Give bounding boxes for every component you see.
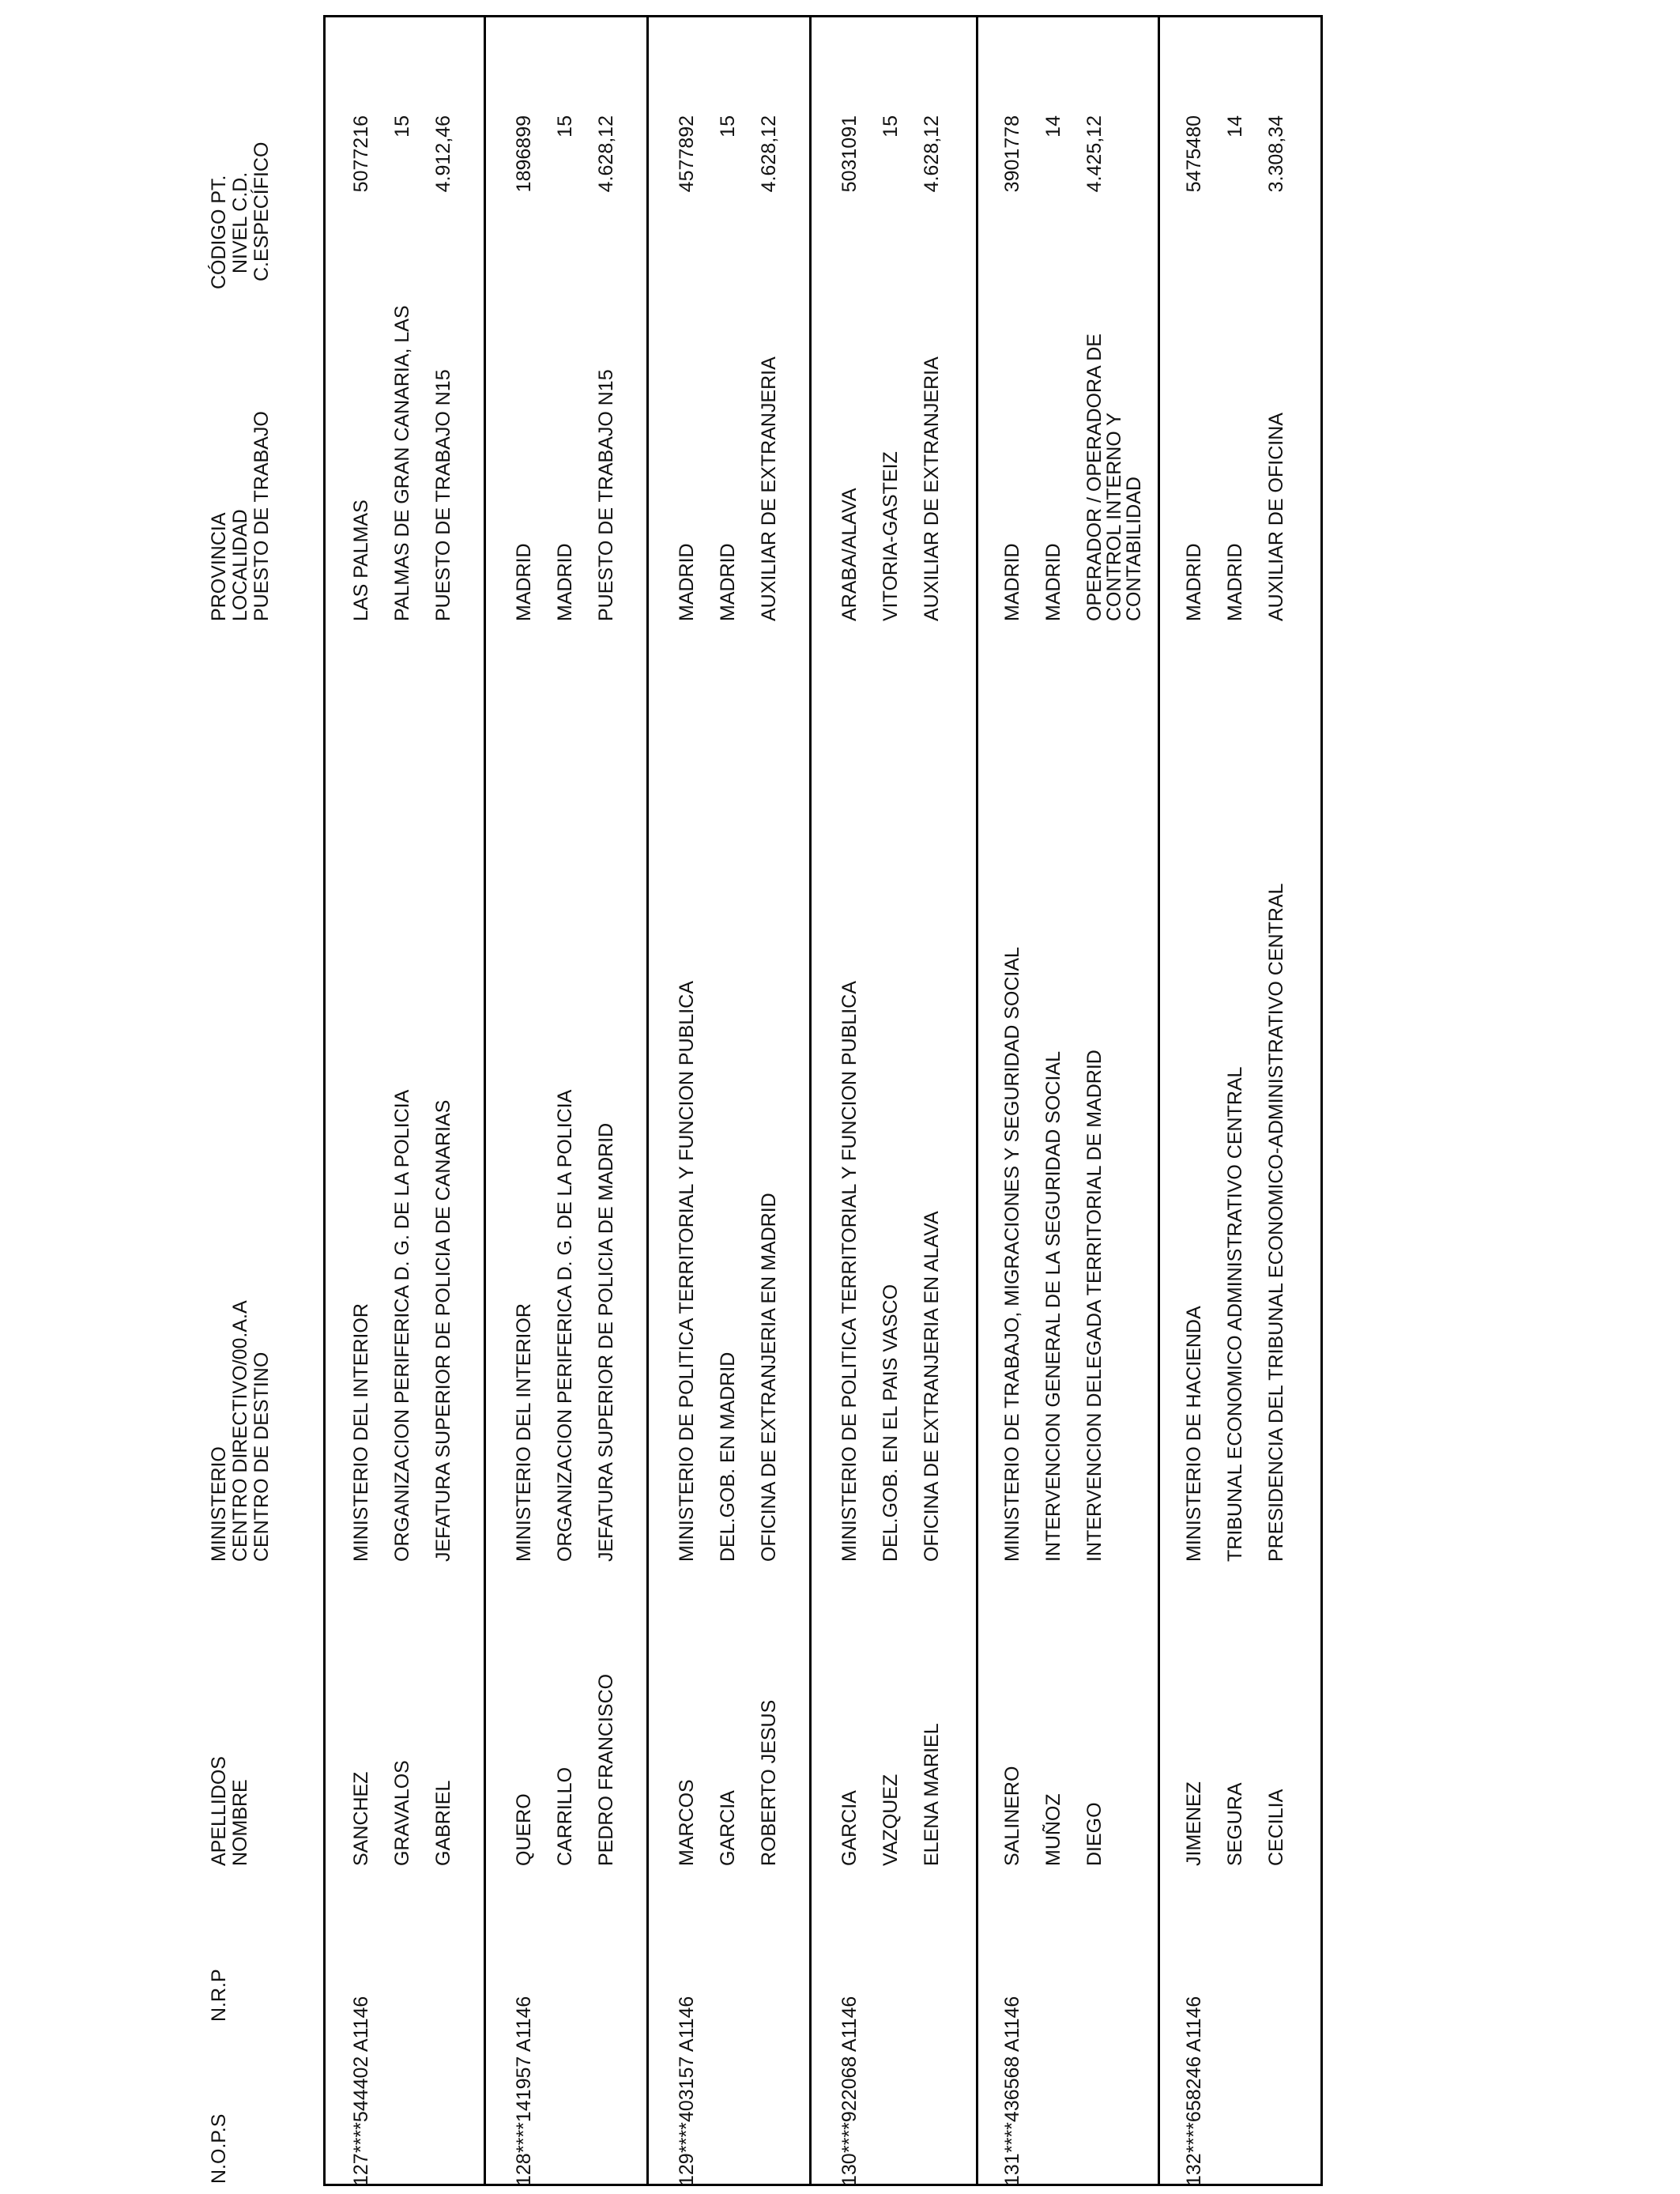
header-especifico: C.ESPECÍFICO [250,141,273,281]
nops-cell: 131 [1001,2153,1023,2186]
apellido2-cell: GARCIA [717,1790,739,1866]
apellido1-cell: JIMENEZ [1183,1781,1205,1866]
nops-cell: 130 [838,2153,861,2186]
nops-cell: 129 [676,2153,698,2186]
puesto-cell: PUESTO DE TRABAJO N15 [432,369,454,621]
provincia-cell: MADRID [1001,543,1023,621]
header-puesto: PUESTO DE TRABAJO [250,411,273,621]
codigo-cell: 1896899 [513,115,535,193]
apellido2-cell: SEGURA [1224,1782,1246,1866]
ministerio-cell: MINISTERIO DE POLITICA TERRITORIAL Y FUNCION PUBLICA [838,981,861,1562]
apellido1-cell: GARCIA [838,1790,861,1866]
especifico-cell: 4.912,46 [432,115,454,193]
puesto-cell: AUXILIAR DE EXTRANJERIA [758,356,780,621]
nombre-cell: GABRIEL [432,1780,454,1866]
header-nops: N.O.P.S [208,2113,230,2184]
nivel-cell: 15 [391,115,413,138]
header-ministerio: MINISTERIO [208,1446,230,1562]
header-centro-directivo: CENTRO DIRECTIVO/00.A.A [229,1300,251,1562]
apellido1-cell: QUERO [513,1793,535,1866]
nrp-cell: ****141957 A1146 [513,1996,535,2153]
codigo-cell: 3901778 [1001,115,1023,193]
header-provincia: PROVINCIA [208,512,230,621]
nrp-cell: ****436568 A1146 [1001,1996,1023,2153]
header-localidad: LOCALIDAD [229,509,251,621]
centro-destino-cell: PRESIDENCIA DEL TRIBUNAL ECONOMICO-ADMINISTRATIVO CENTRAL [1265,883,1287,1562]
centro-destino-cell: OFICINA DE EXTRANJERIA EN MADRID [758,1193,780,1562]
codigo-cell: 5031091 [838,115,861,193]
ministerio-cell: MINISTERIO DE TRABAJO, MIGRACIONES Y SEGURIDAD SOCIAL [1001,947,1023,1562]
row-divider [809,15,812,2186]
header-nombre: NOMBRE [229,1779,251,1866]
centro-directivo-cell: DEL.GOB. EN MADRID [717,1351,739,1562]
provincia-cell: MADRID [1183,543,1205,621]
nivel-cell: 14 [1042,115,1064,138]
nombre-cell: PEDRO FRANCISCO [595,1673,617,1866]
nivel-cell: 14 [1224,115,1246,138]
especifico-cell: 3.308,34 [1265,115,1287,193]
nrp-cell: ****922068 A1146 [838,1996,861,2153]
apellido2-cell: MUÑOZ [1042,1793,1064,1866]
centro-directivo-cell: ORGANIZACION PERIFERICA D. G. DE LA POLICIA [554,1089,576,1562]
ministerio-cell: MINISTERIO DEL INTERIOR [350,1303,372,1562]
ministerio-cell: MINISTERIO DEL INTERIOR [513,1303,535,1562]
puesto-cell: AUXILIAR DE EXTRANJERIA [921,356,943,621]
row-divider [1158,15,1160,2186]
provincia-cell: ARABA/ALAVA [838,488,861,621]
nrp-cell: ****403157 A1146 [676,1996,698,2153]
especifico-cell: 4.425,12 [1083,115,1106,193]
nops-cell: 127 [350,2153,372,2186]
localidad-cell: MADRID [1224,543,1246,621]
nivel-cell: 15 [880,115,902,138]
localidad-cell: MADRID [717,543,739,621]
centro-directivo-cell: TRIBUNAL ECONOMICO ADMINISTRATIVO CENTRAL [1224,1066,1246,1562]
provincia-cell: LAS PALMAS [350,499,372,621]
nombre-cell: CECILIA [1265,1789,1287,1866]
nrp-cell: ****544402 A1146 [350,1996,372,2153]
especifico-cell: 4.628,12 [595,115,617,193]
centro-directivo-cell: INTERVENCION GENERAL DE LA SEGURIDAD SOCIAL [1042,1051,1064,1562]
codigo-cell: 5077216 [350,115,372,193]
header-apellidos: APELLIDOS [208,1756,230,1866]
provincia-cell: MADRID [676,543,698,621]
apellido1-cell: SALINERO [1001,1766,1023,1866]
row-divider [484,15,486,2186]
nops-cell: 132 [1183,2153,1205,2186]
nombre-cell: ROBERTO JESUS [758,1699,780,1866]
apellido2-cell: VAZQUEZ [880,1774,902,1866]
provincia-cell: MADRID [513,543,535,621]
header-centro-destino: CENTRO DE DESTINO [250,1351,273,1562]
row-divider [976,15,978,2186]
centro-destino-cell: INTERVENCION DELEGADA TERRITORIAL DE MADRID [1083,1050,1106,1562]
puesto-cell-line-3: CONTABILIDAD [1123,477,1145,621]
apellido1-cell: MARCOS [676,1779,698,1866]
centro-destino-cell: JEFATURA SUPERIOR DE POLICIA DE MADRID [595,1122,617,1562]
centro-destino-cell: JEFATURA SUPERIOR DE POLICIA DE CANARIAS [432,1099,454,1562]
puesto-cell: OPERADOR / OPERADORA DE [1083,334,1106,621]
puesto-cell: PUESTO DE TRABAJO N15 [595,369,617,621]
nombre-cell: DIEGO [1083,1802,1106,1866]
puesto-cell-line-2: CONTROL INTERNO Y [1103,413,1125,621]
nrp-cell: ****658246 A1146 [1183,1996,1205,2153]
header-nrp: N.R.P [208,1969,230,2022]
nivel-cell: 15 [717,115,739,138]
header-nivel: NIVEL C.D. [229,172,251,273]
ministerio-cell: MINISTERIO DE HACIENDA [1183,1306,1205,1562]
centro-directivo-cell: DEL.GOB. EN EL PAIS VASCO [880,1284,902,1562]
apellido2-cell: CARRILLO [554,1766,576,1866]
nombre-cell: ELENA MARIEL [921,1723,943,1866]
row-divider [646,15,649,2186]
codigo-cell: 4577892 [676,115,698,193]
nops-cell: 128 [513,2153,535,2186]
localidad-cell: MADRID [554,543,576,621]
puesto-cell: AUXILIAR DE OFICINA [1265,413,1287,621]
nivel-cell: 15 [554,115,576,138]
codigo-cell: 5475480 [1183,115,1205,193]
localidad-cell: MADRID [1042,543,1064,621]
header-codigo: CÓDIGO PT. [208,175,230,289]
apellido2-cell: GRAVALOS [391,1760,413,1866]
localidad-cell: PALMAS DE GRAN CANARIA, LAS [391,305,413,621]
apellido1-cell: SANCHEZ [350,1771,372,1866]
ministerio-cell: MINISTERIO DE POLITICA TERRITORIAL Y FUNCION PUBLICA [676,981,698,1562]
centro-destino-cell: OFICINA DE EXTRANJERIA EN ALAVA [921,1211,943,1562]
centro-directivo-cell: ORGANIZACION PERIFERICA D. G. DE LA POLICIA [391,1089,413,1562]
table-frame [323,15,1323,2186]
especifico-cell: 4.628,12 [921,115,943,193]
especifico-cell: 4.628,12 [758,115,780,193]
localidad-cell: VITORIA-GASTEIZ [880,451,902,621]
